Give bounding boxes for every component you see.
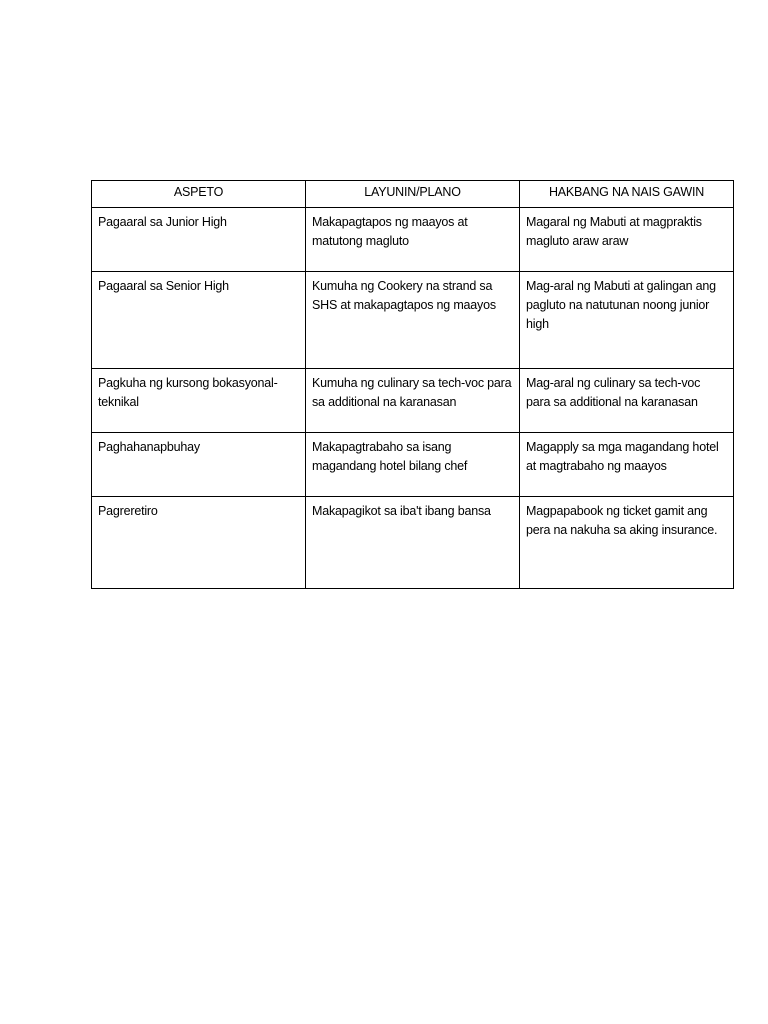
cell-hakbang: Magaral ng Mabuti at magpraktis magluto araw araw — [520, 208, 734, 272]
cell-aspeto: Pagaaral sa Junior High — [92, 208, 306, 272]
table-row — [92, 369, 734, 433]
cell-hakbang: Mag-aral ng culinary sa tech-voc para sa additional na karanasan — [520, 369, 734, 433]
cell-hakbang: Mag-aral ng Mabuti at galingan ang pagluto na natutunan noong junior high — [520, 272, 734, 369]
cell-aspeto: Paghahanapbuhay — [92, 433, 306, 497]
cell-aspeto: Pagkuha ng kursong bokasyonal-teknikal — [92, 369, 306, 433]
cell-aspeto: Pagaaral sa Senior High — [92, 272, 306, 369]
header-aspeto: ASPETO — [92, 181, 306, 208]
cell-hakbang: Magpapabook ng ticket gamit ang pera na nakuha sa aking insurance. — [520, 497, 734, 589]
table-row — [92, 272, 734, 369]
table-row — [92, 433, 734, 497]
cell-layunin: Kumuha ng Cookery na strand sa SHS at makapagtapos ng maayos — [306, 272, 520, 369]
cell-layunin: Makapagtapos ng maayos at matutong magluto — [306, 208, 520, 272]
cell-hakbang: Magapply sa mga magandang hotel at magtrabaho ng maayos — [520, 433, 734, 497]
header-hakbang: HAKBANG NA NAIS GAWIN — [520, 181, 734, 208]
header-layunin-plano: LAYUNIN/PLANO — [306, 181, 520, 208]
plan-table — [91, 180, 734, 589]
cell-layunin: Kumuha ng culinary sa tech-voc para sa additional na karanasan — [306, 369, 520, 433]
cell-layunin: Makapagtrabaho sa isang magandang hotel bilang chef — [306, 433, 520, 497]
cell-layunin: Makapagikot sa iba't ibang bansa — [306, 497, 520, 589]
cell-aspeto: Pagreretiro — [92, 497, 306, 589]
table-row — [92, 497, 734, 589]
table-header-row — [92, 181, 734, 208]
table-row — [92, 208, 734, 272]
